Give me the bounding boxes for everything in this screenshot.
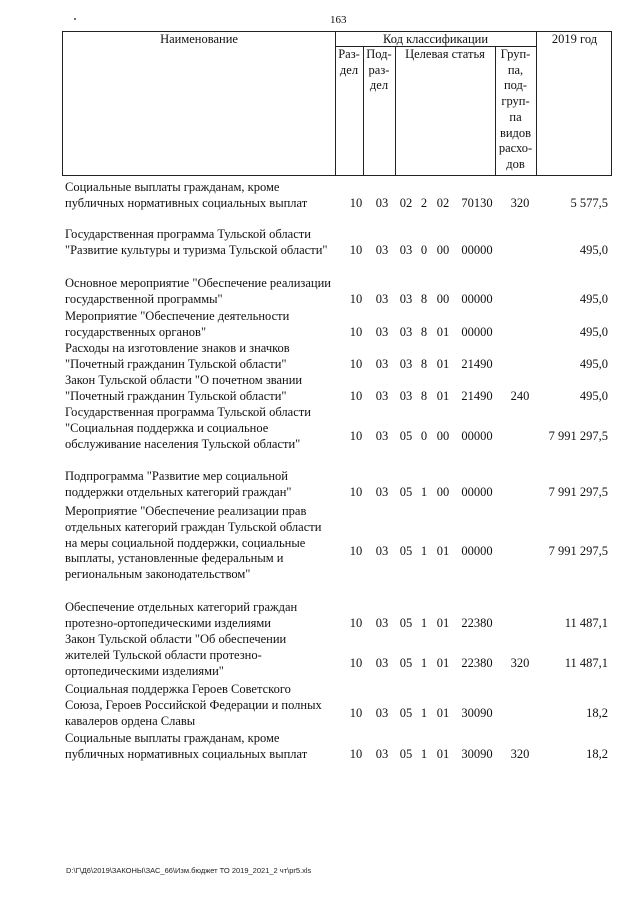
header-razdel: Раз- дел: [338, 47, 360, 77]
scan-speck: [74, 18, 76, 20]
row-t4: 22380: [461, 655, 493, 670]
row-t2: 1: [420, 615, 428, 630]
row-razdel: 10: [349, 705, 363, 720]
row-name: Подпрограмма "Развитие мер социальной поддержки отдельных категорий граждан": [65, 469, 292, 499]
row-t4: 00000: [461, 242, 493, 257]
row-amount: 495,0: [579, 356, 608, 371]
row-amount: 7 991 297,5: [548, 543, 608, 558]
row-t4: 00000: [461, 324, 493, 339]
row-name: Государственная программа Тульской области "Социальная поддержка и социальное обслуживание населения Тульской области": [65, 405, 311, 451]
row-t3: 01: [436, 356, 450, 371]
row-amount: 495,0: [579, 291, 608, 306]
row-razdel: 10: [349, 615, 363, 630]
row-name: Государственная программа Тульской области "Развитие культуры и туризма Тульской области": [65, 227, 328, 257]
row-t1: 03: [399, 324, 413, 339]
row-amount: 495,0: [579, 324, 608, 339]
row-t3: 01: [436, 388, 450, 403]
row-amount: 18,2: [586, 705, 608, 720]
row-name: Социальные выплаты гражданам, кроме публичных нормативных социальных выплат: [65, 731, 308, 761]
row-t2: 8: [420, 291, 428, 306]
row-amount: 11 487,1: [564, 615, 608, 630]
row-razdel: 10: [349, 655, 363, 670]
row-t2: 1: [420, 746, 428, 761]
header-name: Наименование: [160, 32, 238, 46]
row-razdel: 10: [349, 388, 363, 403]
row-name: Мероприятие "Обеспечение деятельности государственных органов": [65, 309, 290, 339]
row-t4: 00000: [461, 484, 493, 499]
row-t3: 01: [436, 705, 450, 720]
header-year: 2019 год: [551, 32, 598, 46]
row-t4: 70130: [461, 195, 493, 210]
row-amount: 18,2: [586, 746, 608, 761]
row-t4: 22380: [461, 615, 493, 630]
header-podrazdel: Под- раз- дел: [366, 47, 392, 93]
row-podrazdel: 03: [375, 615, 389, 630]
row-name: Социальные выплаты гражданам, кроме публичных нормативных социальных выплат: [65, 180, 308, 210]
row-group: 240: [510, 388, 530, 403]
row-podrazdel: 03: [375, 543, 389, 558]
row-t2: 8: [420, 324, 428, 339]
row-t2: 8: [420, 356, 428, 371]
row-podrazdel: 03: [375, 484, 389, 499]
row-t4: 30090: [461, 746, 493, 761]
row-name: Социальная поддержка Героев Советского Союза, Героев Российской Федерации и полных кавалеров ордена Славы: [65, 682, 322, 728]
row-t3: 00: [436, 484, 450, 499]
row-name: Закон Тульской области "О почетном звании "Почетный гражданин Тульской области": [65, 373, 303, 403]
row-podrazdel: 03: [375, 291, 389, 306]
row-t3: 01: [436, 324, 450, 339]
row-t1: 05: [399, 746, 413, 761]
row-t1: 03: [399, 356, 413, 371]
row-amount: 11 487,1: [564, 655, 608, 670]
row-razdel: 10: [349, 291, 363, 306]
row-t3: 01: [436, 655, 450, 670]
row-t4: 00000: [461, 428, 493, 443]
row-podrazdel: 03: [375, 388, 389, 403]
row-t1: 05: [399, 428, 413, 443]
row-t2: 0: [420, 242, 428, 257]
row-podrazdel: 03: [375, 705, 389, 720]
row-group: 320: [510, 746, 530, 761]
row-t2: 0: [420, 428, 428, 443]
row-t3: 00: [436, 291, 450, 306]
row-podrazdel: 03: [375, 242, 389, 257]
row-amount: 7 991 297,5: [548, 484, 608, 499]
row-t1: 05: [399, 615, 413, 630]
header-code: Код классификации: [382, 32, 489, 46]
row-t3: 00: [436, 428, 450, 443]
row-razdel: 10: [349, 746, 363, 761]
row-t4: 21490: [461, 388, 493, 403]
row-t1: 02: [399, 195, 413, 210]
row-t1: 05: [399, 655, 413, 670]
row-t1: 05: [399, 705, 413, 720]
file-path-footer: D:\Г\Д6\2019\ЗАКОНЫ\ЗАС_66\Изм.бюджет ТО 2019_2021_2 чт\pr5.xls: [66, 866, 312, 875]
row-t1: 03: [399, 388, 413, 403]
row-podrazdel: 03: [375, 746, 389, 761]
row-t1: 03: [399, 291, 413, 306]
row-t2: 2: [420, 195, 428, 210]
row-razdel: 10: [349, 356, 363, 371]
row-t1: 05: [399, 543, 413, 558]
row-t3: 01: [436, 543, 450, 558]
header-target: Целевая статья: [405, 47, 485, 61]
row-t4: 21490: [461, 356, 493, 371]
page-number: 163: [330, 14, 347, 26]
row-podrazdel: 03: [375, 428, 389, 443]
row-amount: 495,0: [579, 242, 608, 257]
table-header: [62, 31, 612, 176]
row-razdel: 10: [349, 195, 363, 210]
row-razdel: 10: [349, 242, 363, 257]
row-t3: 00: [436, 242, 450, 257]
row-podrazdel: 03: [375, 655, 389, 670]
row-group: 320: [510, 195, 530, 210]
row-t1: 03: [399, 242, 413, 257]
row-t2: 1: [420, 543, 428, 558]
header-group: Груп- па, под- груп- па видов расхо- дов: [498, 47, 533, 171]
row-name: Обеспечение отдельных категорий граждан протезно-ортопедическими изделиями: [65, 600, 298, 630]
row-t4: 00000: [461, 543, 493, 558]
row-t2: 1: [420, 655, 428, 670]
row-t3: 01: [436, 746, 450, 761]
row-name: Мероприятие "Обеспечение реализации прав отдельных категорий граждан Тульской области на меры социальной поддержки, социальные выплаты, установленные федеральным и региональным законодательством": [65, 504, 322, 582]
row-t2: 8: [420, 388, 428, 403]
row-razdel: 10: [349, 543, 363, 558]
row-amount: 5 577,5: [570, 195, 608, 210]
row-razdel: 10: [349, 428, 363, 443]
row-t3: 01: [436, 615, 450, 630]
row-razdel: 10: [349, 484, 363, 499]
row-amount: 495,0: [579, 388, 608, 403]
row-t2: 1: [420, 705, 428, 720]
row-razdel: 10: [349, 324, 363, 339]
row-group: 320: [510, 655, 530, 670]
row-t3: 02: [436, 195, 450, 210]
row-t2: 1: [420, 484, 428, 499]
row-amount: 7 991 297,5: [548, 428, 608, 443]
row-name: Закон Тульской области "Об обеспечении жителей Тульской области протезно- ортопедическими изделиями": [65, 632, 287, 678]
row-t1: 05: [399, 484, 413, 499]
row-podrazdel: 03: [375, 356, 389, 371]
row-podrazdel: 03: [375, 324, 389, 339]
row-name: Основное мероприятие "Обеспечение реализации государственной программы": [65, 276, 331, 306]
row-name: Расходы на изготовление знаков и значков "Почетный гражданин Тульской области": [65, 341, 290, 371]
row-t4: 30090: [461, 705, 493, 720]
row-podrazdel: 03: [375, 195, 389, 210]
row-t4: 00000: [461, 291, 493, 306]
